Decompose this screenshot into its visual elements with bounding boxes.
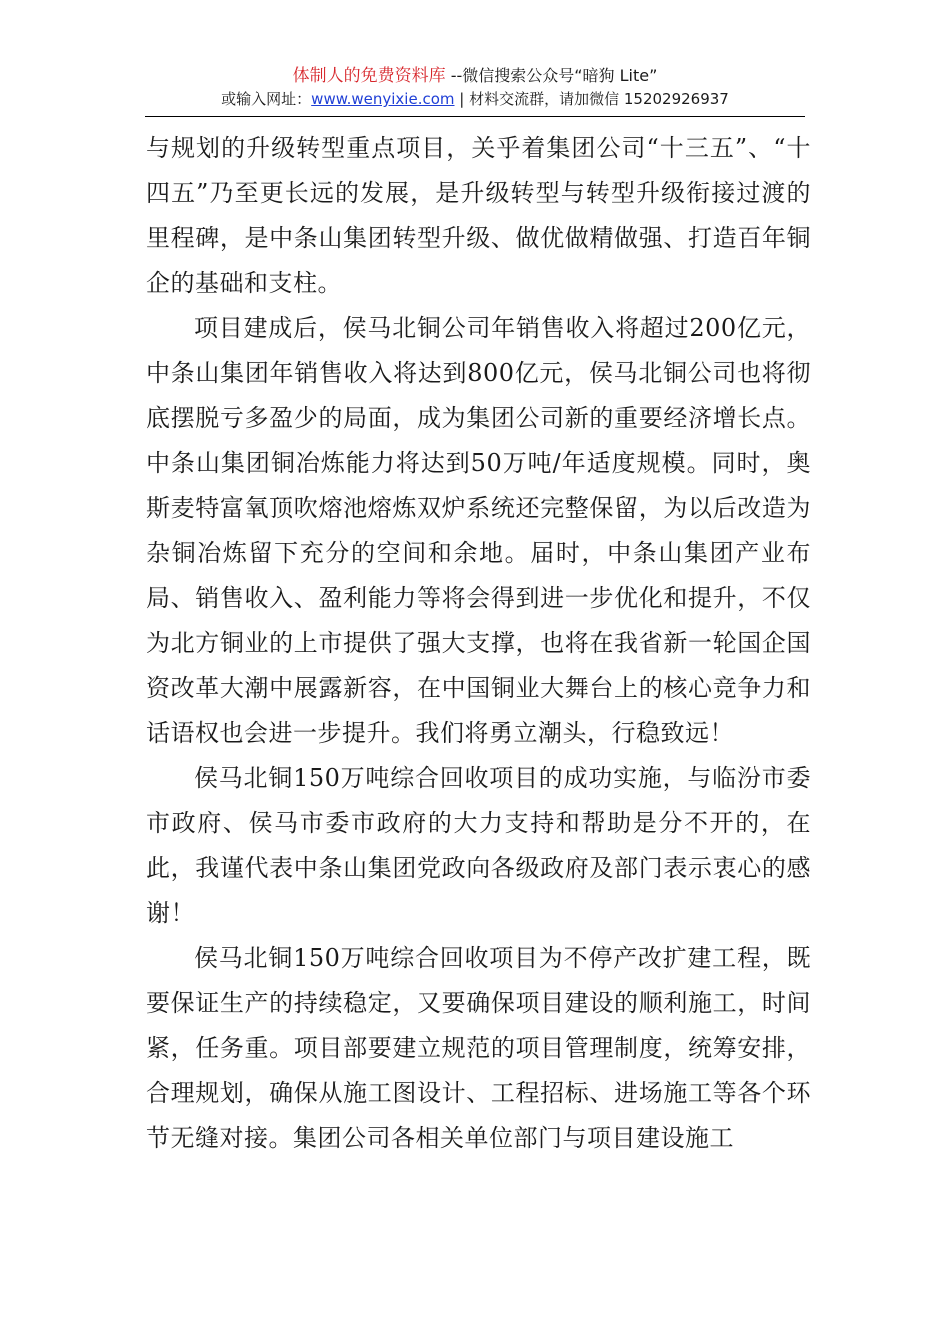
header-contact-line — [0, 88, 950, 110]
contact-suffix: | 材料交流群，请加微信 15202926937 — [454, 90, 729, 108]
header-title-line — [0, 64, 950, 88]
wechat-tagline: --微信搜索公众号“暗狗 Lite” — [445, 66, 658, 85]
paragraph: 项目建成后，侯马北铜公司年销售收入将超过200亿元，中条山集团年销售收入将达到800亿元，侯马北铜公司也将彻底摆脱亏多盈少的局面，成为集团公司新的重要经济增长点。中条山集团铜冶炼能力将达到50万吨/年适度规模。同时，奥斯麦特富氧顶吹熔池熔炼双炉系统还完整保留，为以后改造为杂铜冶炼留下充分的空间和余地。届时，中条山集团产业布局、销售收入、盈利能力等将会得到进一步优化和提升，不仅为北方铜业的上市提供了强大支撑，也将在我省新一轮国企国资改革大潮中展露新容，在中国铜业大舞台上的核心竞争力和话语权也会进一步提升。我们将勇立潮头，行稳致远！ — [146, 314, 811, 747]
website-link[interactable]: www.wenyixie.com — [311, 90, 455, 108]
document-body — [146, 126, 811, 1161]
page-header — [0, 64, 950, 110]
paragraph: 侯马北铜150万吨综合回收项目的成功实施，与临汾市委市政府、侯马市委市政府的大力支持和帮助是分不开的，在此，我谨代表中条山集团党政向各级政府及部门表示衷心的感谢！ — [146, 764, 811, 927]
brand-title: 体制人的免费资料库 — [292, 66, 446, 86]
paragraph: 侯马北铜150万吨综合回收项目为不停产改扩建工程，既要保证生产的持续稳定，又要确保项目建设的顺利施工，时间紧，任务重。项目部要建立规范的项目管理制度，统筹安排，合理规划，确保从施工图设计、工程招标、进场施工等各个环节无缝对接。集团公司各相关单位部门与项目建设施工 — [146, 944, 811, 1152]
url-prefix: 或输入网址： — [221, 90, 312, 108]
paragraph-continuation: 与规划的升级转型重点项目，关乎着集团公司“十三五”、“十四五”乃至更长远的发展，是升级转型与转型升级衔接过渡的里程碑，是中条山集团转型升级、做优做精做强、打造百年铜企的基础和支柱。 — [146, 134, 811, 297]
header-divider — [145, 116, 805, 117]
